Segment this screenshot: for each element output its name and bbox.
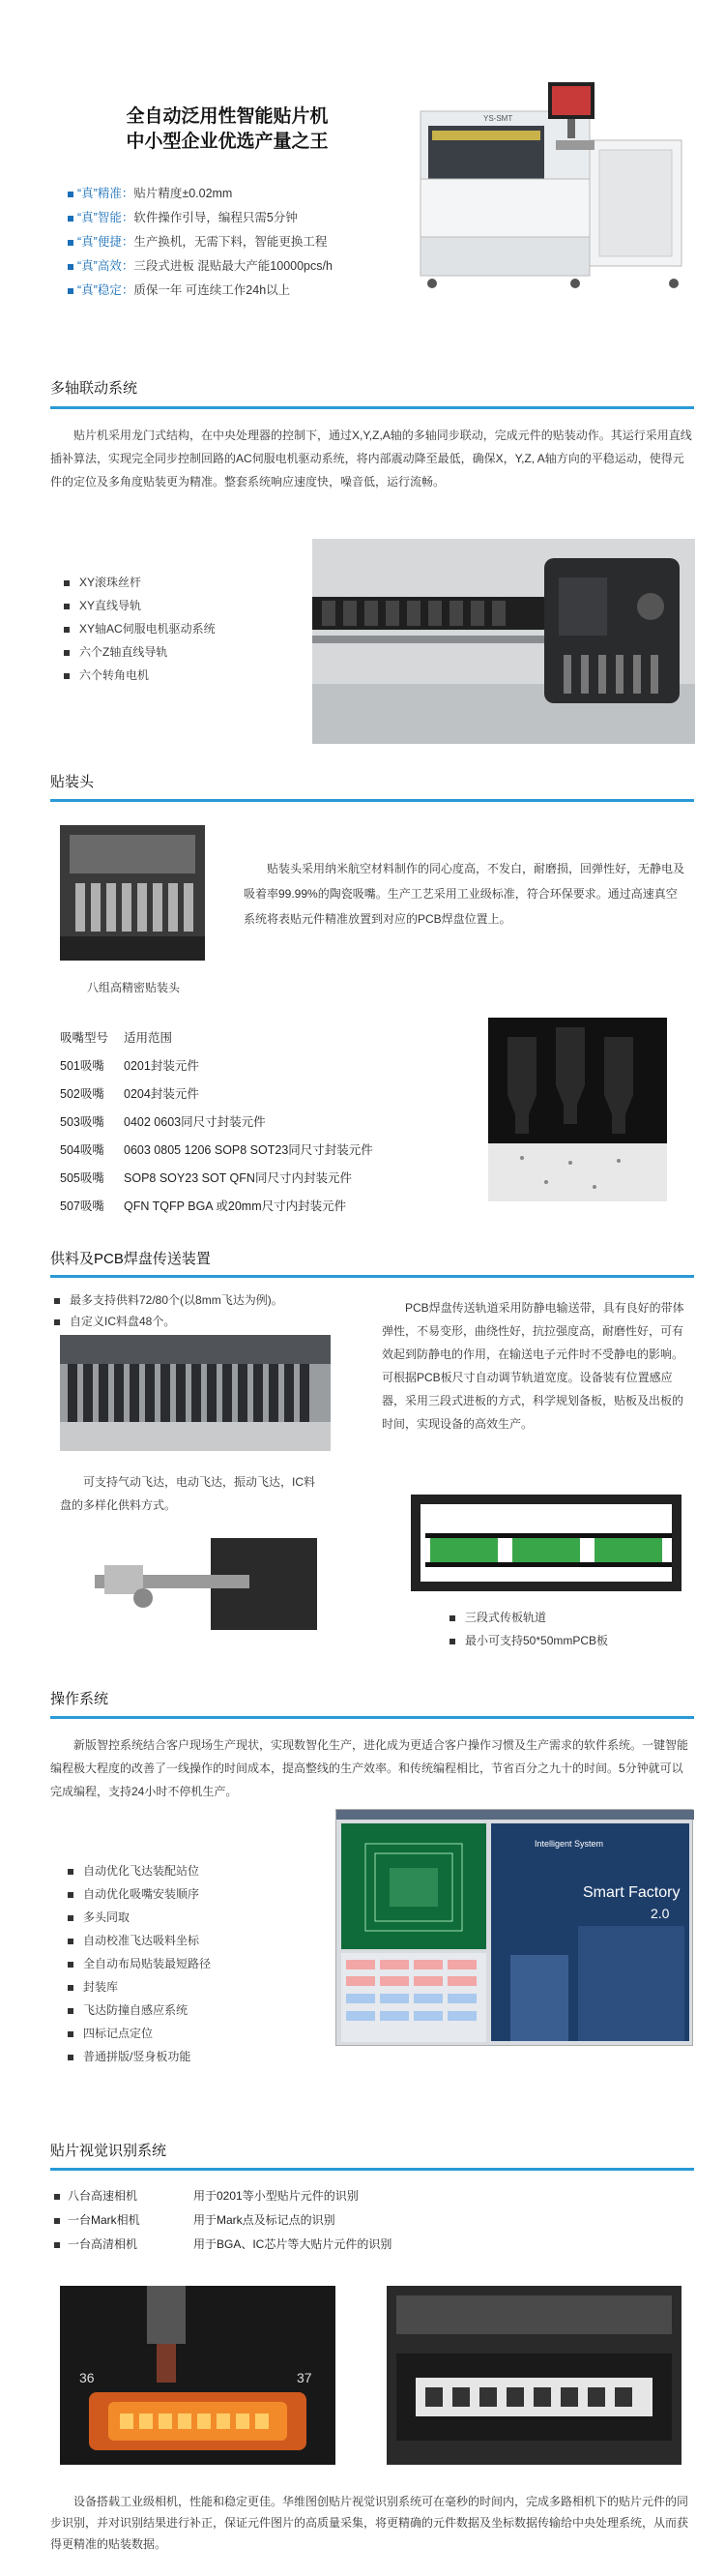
feature-4: “真”稳定：质保一年 可连续工作24h以上 [68, 281, 290, 298]
photo-label-2: 37 [297, 2370, 312, 2385]
list-item: 四标记点定位 [68, 2022, 211, 2045]
table-row: 501吸嘴 0201封装元件 [60, 1059, 199, 1073]
feeder-list [54, 1289, 283, 1332]
section-divider [50, 799, 694, 802]
list-item: 全自动布局贴装最短路径 [68, 1952, 211, 1975]
list-item: 多头同取 [68, 1906, 211, 1929]
section-title-motion: 多轴联动系统 [50, 380, 138, 397]
list-item: 六个转角电机 [64, 664, 216, 687]
feeder-rack-photo [60, 1335, 331, 1451]
list-item: 自动优化飞达装配站位 [68, 1859, 211, 1882]
table-row: 505吸嘴 SOP8 SOY23 SOT QFN同尺寸内封装元件 [60, 1171, 352, 1185]
table-row: 503吸嘴 0402 0603同尺寸封装元件 [60, 1115, 266, 1129]
section-title-vision: 贴片视觉识别系统 [50, 2143, 167, 2159]
screen-text-1: Intelligent System [535, 1839, 604, 1849]
table-row: 507吸嘴 QFN TQFP BGA 或20mm尺寸内封装元件 [60, 1199, 347, 1213]
feature-0: “真”精准：贴片精度±0.02mm [68, 184, 232, 201]
hero-title [68, 104, 387, 155]
table-row: 504吸嘴 0603 0805 1206 SOP8 SOT23同尺寸封装元件 [60, 1143, 373, 1157]
section-title-head: 贴装头 [50, 774, 95, 790]
list-item: 八台高速相机 用于0201等小型贴片元件的识别 [54, 2184, 392, 2208]
section-title-feeder: 供料及PCB焊盘传送装置 [50, 1251, 211, 1267]
screen-text-3: 2.0 [651, 1906, 670, 1921]
nozzle-table [58, 1023, 389, 1222]
camera-light-photo [60, 2286, 335, 2465]
feeder-left-paragraph: 可支持气动飞达，电动飞达，振动飞达，IC料盘的多样化供料方式。 [60, 1475, 316, 1512]
list-item: 最多支持供料72/80个(以8mm飞达为例)。 [54, 1289, 283, 1311]
software-screen-art [336, 1810, 694, 2047]
machine-label: YS-SMT [483, 114, 513, 123]
smt-machine-image [411, 73, 696, 300]
hero-title-line1: 全自动泛用性智能贴片机 [126, 106, 329, 127]
camera-list [54, 2184, 392, 2257]
software-paragraph: 新版智控系统结合客户现场生产现状，实现数智化生产，进化成为更适合客户操作习惯及生产需求的软件系统。一键智能编程极大程度的改善了一线操作的时间成本，提高整线的生产效率。和传统编程相比，节省百分之九十的时间。5分钟就可以完成编程，支持24小时不停机生产。 [50, 1738, 689, 1798]
software-list [68, 1859, 211, 2068]
nozzle-closeup-photo [488, 1018, 667, 1201]
table-row: 吸嘴型号 适用范围 [60, 1031, 173, 1045]
conveyor-rail-photo [401, 1485, 691, 1601]
head-caption: 八组高精密贴装头 [87, 981, 181, 994]
list-item: 飞达防撞自感应系统 [68, 1999, 211, 2022]
table-row: 502吸嘴 0204封装元件 [60, 1087, 199, 1101]
list-item: 三段式传板轨道 [450, 1606, 608, 1629]
feeder-right-paragraph: PCB焊盘传送轨道采用防静电输送带，具有良好的带体弹性，不易变形，曲绕性好，抗拉强度高，耐磨性好，可有效起到防静电的作用，在输送电子元件时不受静电的影响。可根据PCB板尺寸自动调节轨道宽度。设备装有位置感应器，采用三段式进板的方式，科学规划备板，贴板及出板的时间，实现设备的高效生产。 [382, 1301, 684, 1431]
section-divider [50, 2168, 694, 2171]
software-screenshot [335, 1809, 693, 2046]
list-item: XY滚珠丝杆 [64, 571, 216, 594]
conveyor-list [450, 1606, 608, 1652]
list-item: 一台高清相机 用于BGA、IC芯片等大贴片元件的识别 [54, 2233, 392, 2257]
mount-head-photo [60, 825, 205, 961]
feature-3: “真”高效：三段式进板 混贴最大产能10000pcs/h [68, 256, 333, 274]
section-divider [50, 406, 694, 409]
list-item: 普通拼版/竖身板功能 [68, 2045, 211, 2068]
list-item: XY轴AC伺服电机驱动系统 [64, 617, 216, 640]
camera-array-photo [387, 2286, 682, 2465]
list-item: 最小可支持50*50mmPCB板 [450, 1629, 608, 1652]
tape-feeder-photo [85, 1528, 327, 1640]
list-item: 自动校准飞达吸料坐标 [68, 1929, 211, 1952]
gantry-axis-photo [312, 539, 695, 744]
motion-paragraph: 贴片机采用龙门式结构，在中央处理器的控制下，通过X,Y,Z,A轴的多轴同步联动，完成元件的贴装动作。其运行采用直线插补算法，实现完全同步控制回路的AC伺服电机驱动系统，将内部震动降至最低，确保X，Y,Z, A轴方向的平稳运动，使得元件的定位及多角度贴装更为精准。整套系统响应速度快，噪音低，运行流畅。 [50, 429, 692, 489]
photo-label-1: 36 [79, 2370, 95, 2385]
head-paragraph: 贴装头采用纳米航空材料制作的同心度高，不发白，耐磨损，回弹性好，无静电及吸着率99.99%的陶瓷吸嘴。生产工艺采用工业级标准，符合环保要求。通过高速真空系统将表贴元件精准放置到对应的PCB焊盘位置上。 [244, 862, 685, 926]
feature-2: “真”便捷：生产换机，无需下料，智能更换工程 [68, 232, 327, 250]
list-item: 六个Z轴直线导轨 [64, 640, 216, 664]
list-item: 封装库 [68, 1975, 211, 1999]
list-item: 一台Mark相机 用于Mark点及标记点的识别 [54, 2208, 392, 2233]
feature-1: “真”智能：软件操作引导，编程只需5分钟 [68, 208, 298, 225]
section-title-software: 操作系统 [50, 1691, 109, 1707]
motion-list [64, 571, 216, 687]
list-item: 自动优化吸嘴安装顺序 [68, 1882, 211, 1906]
vision-paragraph: 设备搭载工业级相机，性能和稳定更佳。华维图创贴片视觉识别系统可在毫秒的时间内，完成多路相机下的贴片元件的同步识别，并对识别结果进行补正，保证元件图片的高质量采集，将更精确的元件数据及坐标数据传输给中央处理系统，从而获得更精准的贴装数据。 [50, 2495, 689, 2551]
list-item: 自定义IC料盘48个。 [54, 1311, 283, 1332]
section-divider [50, 1275, 694, 1278]
section-divider [50, 1716, 694, 1719]
list-item: XY直线导轨 [64, 594, 216, 617]
screen-text-2: Smart Factory [583, 1884, 681, 1901]
hero-title-line2: 中小型企业优选产量之王 [126, 132, 329, 152]
